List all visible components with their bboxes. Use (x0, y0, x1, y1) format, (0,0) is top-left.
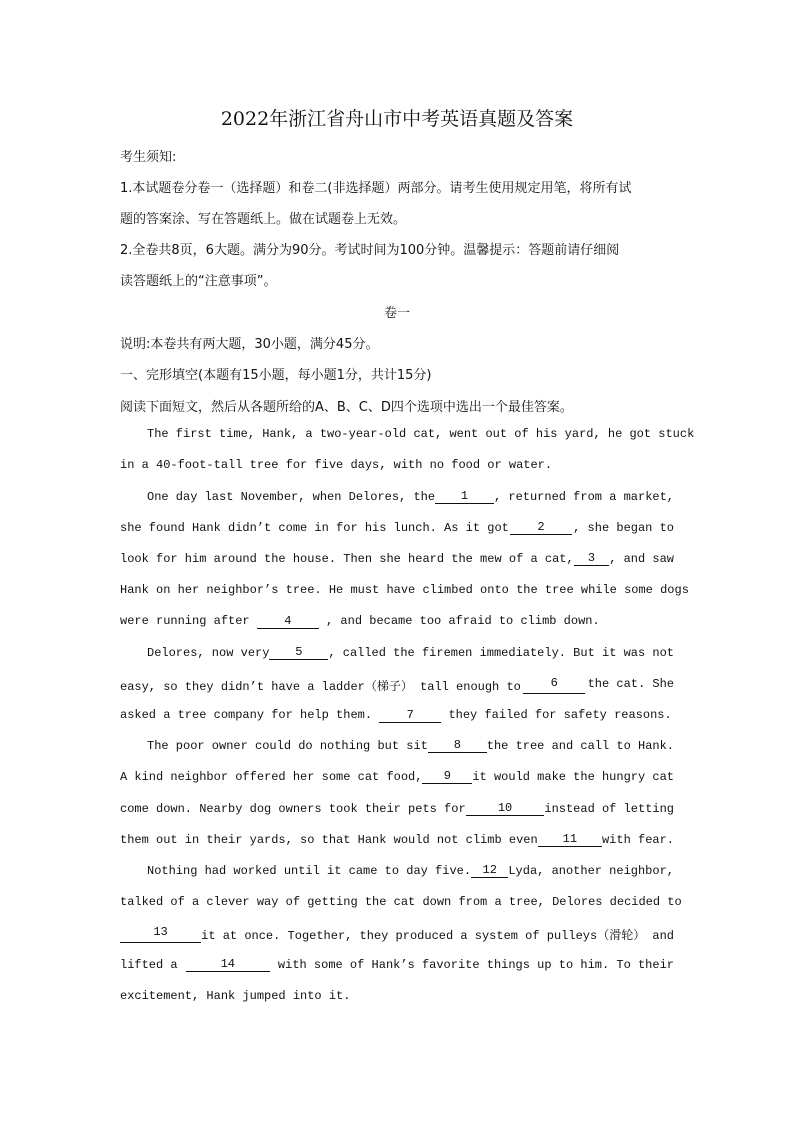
section-heading: 一、完形填空(本题有15小题，每小题1分，共计15分) (120, 368, 432, 383)
passage-line: in a 40-foot-tall tree for five days, with no food or water. (120, 458, 553, 472)
blank-8[interactable]: 8 (428, 739, 487, 753)
blank-3[interactable]: 3 (574, 552, 610, 566)
blank-9[interactable]: 9 (422, 770, 472, 784)
blank-6[interactable]: 6 (523, 677, 585, 694)
volume-note: 说明:本卷共有两大题，30小题，满分45分。 (120, 337, 379, 352)
notice-item-1-line-1: 1.本试题卷分卷一（选择题）和卷二(非选择题）两部分。请考生使用规定用笔，将所有试 (120, 181, 632, 196)
blank-7[interactable]: 7 (379, 709, 441, 723)
passage-line: come down. Nearby dog owners took their pets for 10 instead of letting (120, 801, 674, 816)
blank-5[interactable]: 5 (269, 646, 328, 660)
volume-heading: 卷一 (383, 306, 410, 321)
passage-line: One day last November, when Delores, the 1 , returned from a market, (147, 489, 674, 504)
passage-line: 13 it at once. Together, they produced a system of pulleys（滑轮） and (120, 926, 674, 943)
section-instruction: 阅读下面短文，然后从各题所给的A、B、C、D四个选项中选出一个最佳答案。 (120, 400, 573, 415)
blank-13[interactable]: 13 (120, 926, 201, 943)
passage-line: lifted a 14 with some of Hank’s favorite things up to him. To their (120, 957, 674, 972)
passage-line: them out in their yards, so that Hank would not climb even 11 with fear. (120, 832, 674, 847)
notice-item-2-line-2: 读答题纸上的“注意事项”。 (120, 274, 277, 289)
blank-10[interactable]: 10 (466, 802, 545, 816)
blank-2[interactable]: 2 (510, 521, 572, 535)
blank-11[interactable]: 11 (538, 833, 602, 847)
passage-line: talked of a clever way of getting the cat down from a tree, Delores decided to (120, 895, 682, 909)
passage-line: Nothing had worked until it came to day five. 12 Lyda, another neighbor, (147, 863, 674, 878)
blank-1[interactable]: 1 (435, 490, 494, 504)
passage-line: were running after 4 , and became too afraid to climb down. (120, 614, 600, 628)
blank-12[interactable]: 12 (471, 864, 508, 878)
blank-4[interactable]: 4 (257, 615, 319, 629)
notice-item-2-line-1: 2.全卷共8页，6大题。满分为90分。考试时间为100分钟。温馨提示：答题前请仔细阅 (120, 243, 620, 258)
page-title: 2022年浙江省舟山市中考英语真题及答案 (220, 108, 574, 130)
passage-line: The poor owner could do nothing but sit 8 the tree and call to Hank. (147, 738, 674, 753)
passage-line: look for him around the house. Then she heard the mew of a cat, 3 , and saw (120, 551, 674, 566)
passage-line: Delores, now very 5 , called the firemen immediately. But it was not (147, 645, 674, 660)
passage-line: A kind neighbor offered her some cat food, 9 it would make the hungry cat (120, 769, 674, 784)
passage-line: easy, so they didn’t have a ladder（梯子） tall enough to 6 the cat. She (120, 676, 674, 694)
passage-line: excitement, Hank jumped into it. (120, 989, 351, 1003)
notice-item-1-line-2: 题的答案涂、写在答题纸上。做在试题卷上无效。 (120, 212, 407, 227)
blank-14[interactable]: 14 (186, 958, 270, 972)
passage-line: The first time, Hank, a two-year-old cat, went out of his yard, he got stuck (147, 427, 695, 441)
notice-heading: 考生须知: (120, 150, 177, 165)
passage-line: she found Hank didn’t come in for his lunch. As it got 2 , she began to (120, 520, 674, 535)
passage-line: Hank on her neighbor’s tree. He must have climbed onto the tree while some dogs (120, 583, 689, 597)
passage-line: asked a tree company for help them. 7 they failed for safety reasons. (120, 708, 672, 722)
